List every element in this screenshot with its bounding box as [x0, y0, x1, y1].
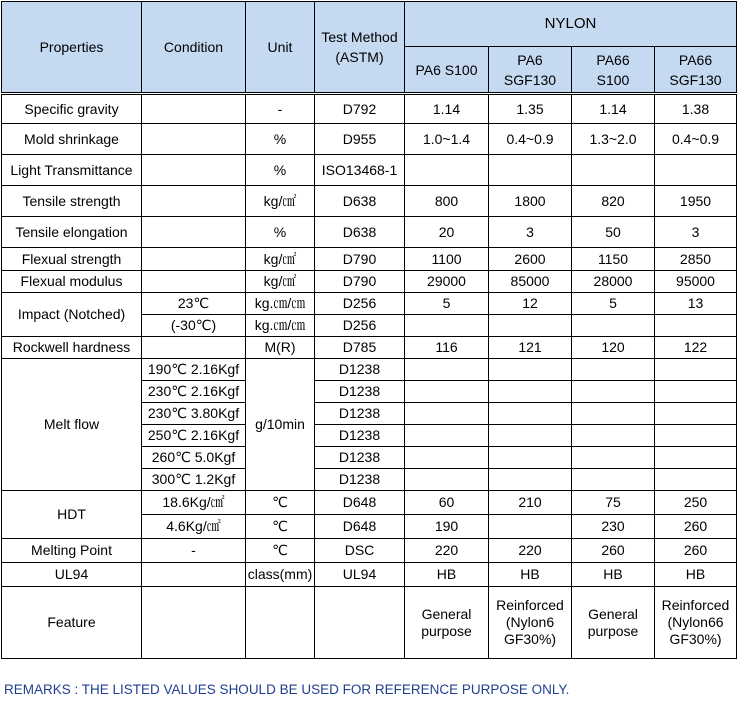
unit-cell: kg.㎝/㎝	[246, 315, 315, 337]
row-rockwell-hardness	[2, 337, 737, 359]
condition-cell	[142, 217, 246, 248]
row-melt-flow-1	[2, 359, 737, 381]
header-test-method-line1: Test Method	[321, 29, 398, 45]
unit-cell: %	[246, 155, 315, 186]
value-cell	[572, 315, 655, 337]
method-cell: D1238	[315, 359, 405, 381]
property-cell: Flexual strength	[2, 248, 142, 271]
value-cell	[655, 315, 737, 337]
value-cell: 0.4~0.9	[489, 124, 572, 155]
condition-cell	[142, 155, 246, 186]
row-ul94	[2, 563, 737, 587]
value-cell	[489, 155, 572, 186]
unit-cell: ℃	[246, 539, 315, 563]
unit-cell: g/10min	[246, 359, 315, 491]
unit-cell: kg.㎝/㎝	[246, 293, 315, 315]
method-cell: D648	[315, 491, 405, 515]
property-cell: Impact (Notched)	[2, 293, 142, 337]
value-cell	[489, 315, 572, 337]
value-cell: HB	[655, 563, 737, 587]
unit-cell: kg/㎠	[246, 248, 315, 271]
value-cell: 0.4~0.9	[655, 124, 737, 155]
method-cell: D1238	[315, 469, 405, 491]
method-cell: D1238	[315, 425, 405, 447]
header-test-method	[315, 2, 405, 94]
value-cell	[572, 403, 655, 425]
feature-line: GF30%)	[669, 631, 722, 647]
method-cell: DSC	[315, 539, 405, 563]
row-tensile-strength	[2, 186, 737, 217]
condition-cell	[142, 337, 246, 359]
value-cell: 250	[655, 491, 737, 515]
value-cell	[405, 315, 489, 337]
feature-cell	[655, 587, 737, 659]
method-cell: D638	[315, 186, 405, 217]
value-cell	[405, 447, 489, 469]
condition-cell	[142, 271, 246, 293]
nylon-spec-table	[1, 1, 737, 659]
grade-1-line1: PA6 S100	[415, 61, 478, 78]
value-cell	[405, 425, 489, 447]
method-cell: D648	[315, 515, 405, 539]
unit-cell	[246, 587, 315, 659]
value-cell	[572, 425, 655, 447]
value-cell: 1.0~1.4	[405, 124, 489, 155]
value-cell: 12	[489, 293, 572, 315]
value-cell	[489, 381, 572, 403]
value-cell: 3	[655, 217, 737, 248]
value-cell	[655, 469, 737, 491]
row-feature	[2, 587, 737, 659]
value-cell: HB	[405, 563, 489, 587]
method-cell: D955	[315, 124, 405, 155]
value-cell: 5	[572, 293, 655, 315]
value-cell: 121	[489, 337, 572, 359]
feature-line: purpose	[587, 622, 639, 639]
value-cell: 50	[572, 217, 655, 248]
condition-cell	[142, 563, 246, 587]
method-cell	[315, 587, 405, 659]
value-cell	[572, 447, 655, 469]
property-cell: Tensile strength	[2, 186, 142, 217]
unit-cell: kg/㎠	[246, 186, 315, 217]
remarks-note: REMARKS : THE LISTED VALUES SHOULD BE USED FOR REFERENCE PURPOSE ONLY.	[4, 682, 570, 697]
row-impact-23c	[2, 293, 737, 315]
value-cell	[655, 359, 737, 381]
condition-cell: (-30℃)	[142, 315, 246, 337]
value-cell: 800	[405, 186, 489, 217]
value-cell: 116	[405, 337, 489, 359]
condition-cell: 260℃ 5.0Kgf	[142, 447, 246, 469]
unit-cell: ℃	[246, 491, 315, 515]
value-cell	[489, 403, 572, 425]
value-cell	[655, 381, 737, 403]
row-flexual-modulus	[2, 271, 737, 293]
value-cell: 13	[655, 293, 737, 315]
unit-cell: kg/㎠	[246, 271, 315, 293]
row-mold-shrinkage	[2, 124, 737, 155]
condition-cell: 18.6Kg/㎠	[142, 491, 246, 515]
value-cell: 5	[405, 293, 489, 315]
grade-3-line2: S100	[596, 71, 630, 88]
property-cell: Specific gravity	[2, 94, 142, 124]
grade-2-line1: PA6	[517, 51, 543, 68]
method-cell: D790	[315, 248, 405, 271]
property-cell: UL94	[2, 563, 142, 587]
property-cell: Melting Point	[2, 539, 142, 563]
header-properties: Properties	[2, 2, 142, 94]
condition-cell: 230℃ 3.80Kgf	[142, 403, 246, 425]
feature-line: Reinforced	[496, 597, 564, 613]
condition-cell	[142, 248, 246, 271]
value-cell: 85000	[489, 271, 572, 293]
value-cell: 120	[572, 337, 655, 359]
condition-cell: -	[142, 539, 246, 563]
value-cell	[572, 359, 655, 381]
value-cell: 230	[572, 515, 655, 539]
header-grade-1	[405, 47, 489, 94]
value-cell: 220	[489, 539, 572, 563]
grade-2-line2: SGF130	[503, 71, 557, 88]
feature-line: Reinforced	[661, 597, 730, 613]
unit-cell: ℃	[246, 515, 315, 539]
method-cell: UL94	[315, 563, 405, 587]
value-cell	[405, 381, 489, 403]
value-cell: 1.14	[572, 94, 655, 124]
property-cell: HDT	[2, 491, 142, 539]
method-cell: D256	[315, 315, 405, 337]
property-cell: Flexual modulus	[2, 271, 142, 293]
unit-cell: %	[246, 124, 315, 155]
method-cell: D638	[315, 217, 405, 248]
value-cell: 220	[405, 539, 489, 563]
value-cell: 1.35	[489, 94, 572, 124]
method-cell: D792	[315, 94, 405, 124]
value-cell: 1800	[489, 186, 572, 217]
header-nylon-group: NYLON	[405, 2, 737, 47]
property-cell: Light Transmittance	[2, 155, 142, 186]
header-unit: Unit	[246, 2, 315, 94]
feature-line: (Nylon66	[667, 614, 724, 630]
condition-cell: 190℃ 2.16Kgf	[142, 359, 246, 381]
value-cell	[489, 425, 572, 447]
feature-cell	[572, 587, 655, 659]
row-specific-gravity	[2, 94, 737, 124]
value-cell: 1100	[405, 248, 489, 271]
value-cell: 60	[405, 491, 489, 515]
unit-cell: M(R)	[246, 337, 315, 359]
condition-cell: 250℃ 2.16Kgf	[142, 425, 246, 447]
value-cell: HB	[489, 563, 572, 587]
feature-line: General	[421, 605, 472, 622]
method-cell: ISO13468-1	[315, 155, 405, 186]
value-cell: HB	[572, 563, 655, 587]
value-cell: 1.14	[405, 94, 489, 124]
property-cell: Tensile elongation	[2, 217, 142, 248]
value-cell: 20	[405, 217, 489, 248]
value-cell	[572, 469, 655, 491]
condition-cell	[142, 124, 246, 155]
method-cell: D785	[315, 337, 405, 359]
value-cell: 1950	[655, 186, 737, 217]
condition-cell: 230℃ 2.16Kgf	[142, 381, 246, 403]
value-cell: 95000	[655, 271, 737, 293]
feature-line: GF30%)	[503, 631, 557, 647]
row-tensile-elongation	[2, 217, 737, 248]
value-cell	[655, 447, 737, 469]
row-light-transmittance	[2, 155, 737, 186]
value-cell: 190	[405, 515, 489, 539]
method-cell: D1238	[315, 447, 405, 469]
value-cell	[489, 447, 572, 469]
method-cell: D256	[315, 293, 405, 315]
unit-cell: -	[246, 94, 315, 124]
condition-cell: 23℃	[142, 293, 246, 315]
value-cell	[489, 515, 572, 539]
feature-cell	[489, 587, 572, 659]
value-cell: 29000	[405, 271, 489, 293]
value-cell	[572, 381, 655, 403]
value-cell: 260	[655, 539, 737, 563]
value-cell: 75	[572, 491, 655, 515]
feature-line: (Nylon6	[505, 614, 555, 630]
grade-3-line1: PA66	[596, 51, 630, 68]
value-cell	[405, 155, 489, 186]
header-grade-4	[655, 47, 737, 94]
value-cell	[489, 469, 572, 491]
value-cell: 2600	[489, 248, 572, 271]
condition-cell	[142, 186, 246, 217]
grade-4-line2: SGF130	[669, 71, 722, 88]
value-cell: 1.3~2.0	[572, 124, 655, 155]
value-cell: 260	[572, 539, 655, 563]
method-cell: D1238	[315, 381, 405, 403]
unit-cell: %	[246, 217, 315, 248]
header-grade-3	[572, 47, 655, 94]
feature-line: General	[588, 605, 638, 622]
property-cell: Melt flow	[2, 359, 142, 491]
value-cell: 260	[655, 515, 737, 539]
value-cell: 210	[489, 491, 572, 515]
unit-cell: class(mm)	[246, 563, 315, 587]
value-cell: 1150	[572, 248, 655, 271]
value-cell	[655, 425, 737, 447]
header-test-method-line2: (ASTM)	[335, 49, 384, 65]
value-cell: 28000	[572, 271, 655, 293]
value-cell: 820	[572, 186, 655, 217]
row-melting-point	[2, 539, 737, 563]
grade-4-line1: PA66	[678, 51, 713, 68]
header-condition: Condition	[142, 2, 246, 94]
property-cell: Feature	[2, 587, 142, 659]
value-cell	[572, 155, 655, 186]
value-cell	[405, 359, 489, 381]
condition-cell: 4.6Kg/㎠	[142, 515, 246, 539]
method-cell: D790	[315, 271, 405, 293]
value-cell	[405, 403, 489, 425]
value-cell	[655, 403, 737, 425]
method-cell: D1238	[315, 403, 405, 425]
value-cell: 3	[489, 217, 572, 248]
row-flexual-strength	[2, 248, 737, 271]
value-cell: 2850	[655, 248, 737, 271]
value-cell: 1.38	[655, 94, 737, 124]
value-cell	[489, 359, 572, 381]
condition-cell	[142, 587, 246, 659]
property-cell: Rockwell hardness	[2, 337, 142, 359]
property-cell: Mold shrinkage	[2, 124, 142, 155]
condition-cell	[142, 94, 246, 124]
value-cell	[655, 155, 737, 186]
row-hdt-18-6	[2, 491, 737, 515]
value-cell	[405, 469, 489, 491]
feature-line: purpose	[421, 622, 472, 639]
value-cell: 122	[655, 337, 737, 359]
header-grade-2	[489, 47, 572, 94]
condition-cell: 300℃ 1.2Kgf	[142, 469, 246, 491]
feature-cell	[405, 587, 489, 659]
